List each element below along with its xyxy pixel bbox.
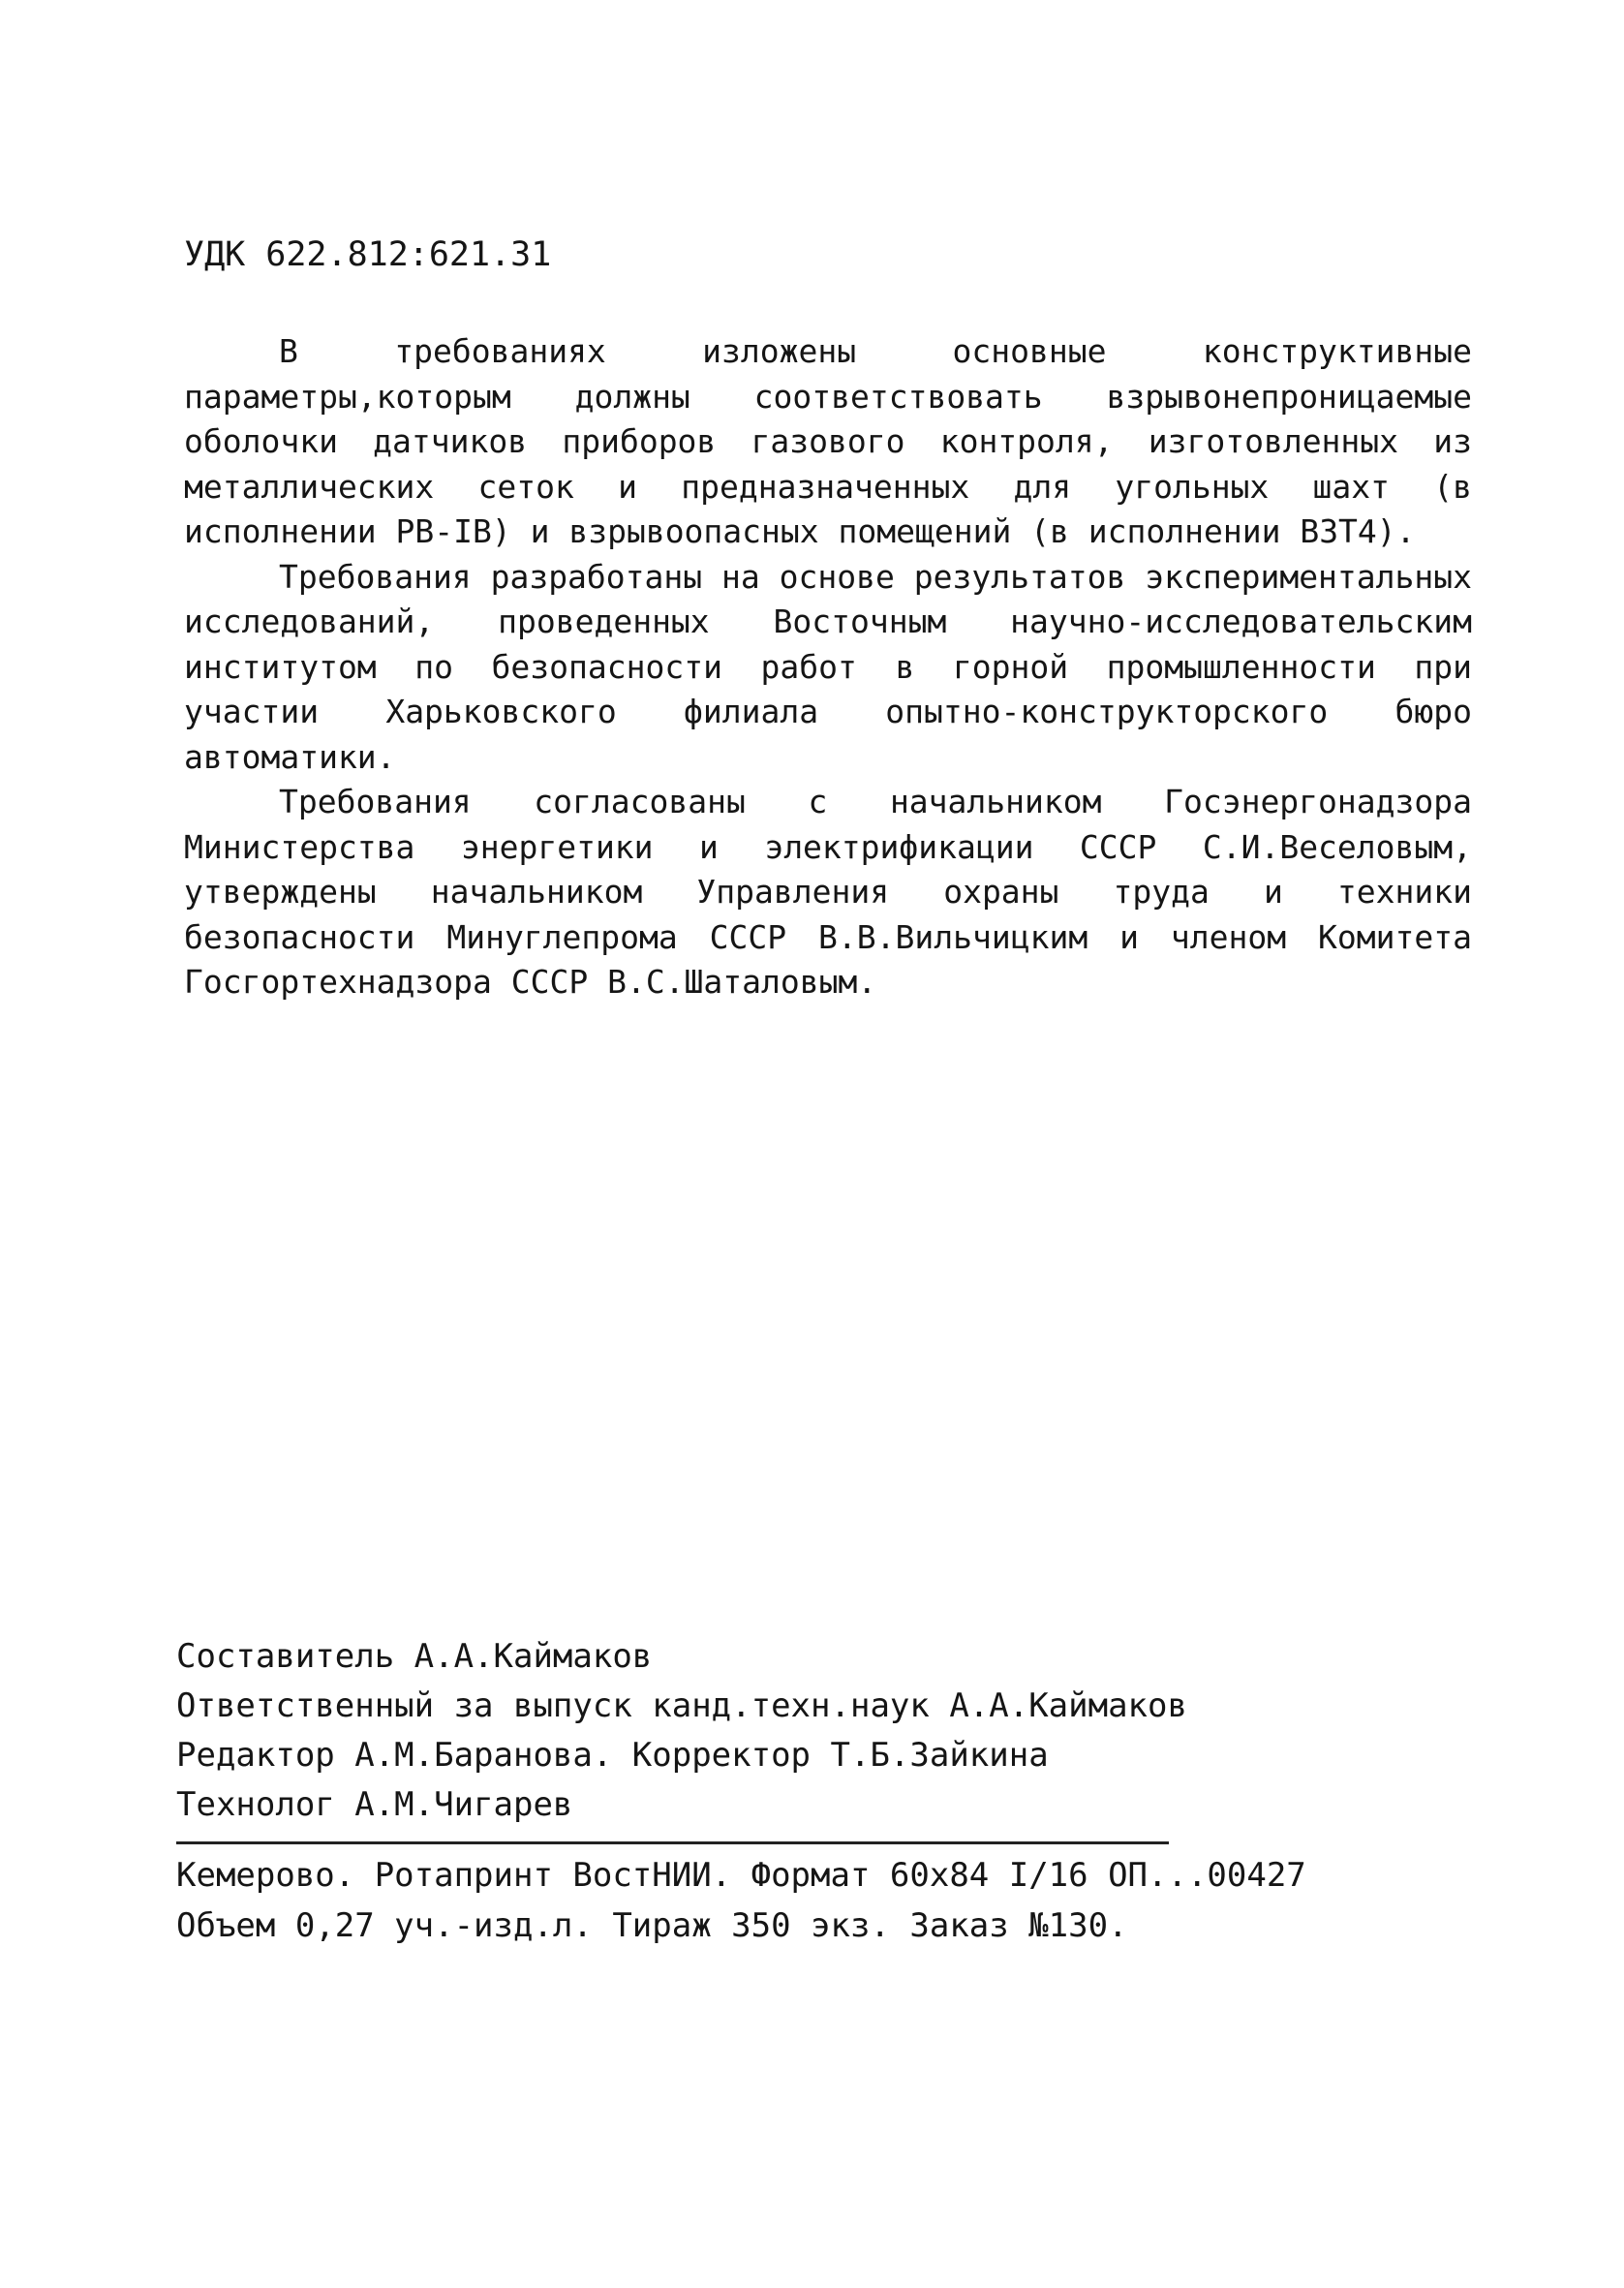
imprint-line-2: Объем 0,27 уч.-изд.л. Тираж 350 экз. Заказ №130. (176, 1906, 1128, 1945)
separator-rule (176, 1841, 1169, 1844)
technologist-line: Технолог А.М.Чигарев (176, 1785, 573, 1824)
credits-block (176, 1632, 1187, 1844)
udk-code: УДК 622.812:621.31 (184, 235, 552, 274)
responsible-line: Ответственный за выпуск канд.техн.наук А.А.Каймаков (176, 1686, 1187, 1725)
abstract-section (184, 329, 1472, 1005)
editors-line: Редактор А.М.Баранова. Корректор Т.Б.Зайкина (176, 1736, 1049, 1775)
compiler-line: Составитель А.А.Каймаков (176, 1637, 653, 1676)
abstract-paragraph-2: Требования разработаны на основе результатов экспериментальных исследований, проведенных Восточным научно-исследовательским институтом по безопасности работ в горной промышленности при участии Харьковского филиала опытно-конструкторского бюро автоматики. (184, 557, 1472, 776)
imprint-block (176, 1850, 1338, 1951)
abstract-paragraph-1: В требованиях изложены основные конструктивные параметры,которым должны соответствовать взрывонепроницаемые оболочки датчиков приборов газового контроля, изготовленных из металлических сеток и предназначенных для угольных шахт (в исполнении РВ-IВ) и взрывоопасных помещений (в исполнении ВЗТ4). (184, 332, 1472, 550)
abstract-paragraph-3: Требования согласованы с начальником Госэнергонадзора Министерства энергетики и электрификации СССР С.И.Веселовым, утверждены начальником Управления охраны труда и техники безопасности Минуглепрома СССР В.В.Вильчицким и членом Комитета Госгортехнадзора СССР В.С.Шаталовым. (184, 783, 1472, 1001)
imprint-line-1: Кемерово. Ротапринт ВостНИИ. Формат 60х84 I/16 ОП...00427 (176, 1856, 1306, 1895)
